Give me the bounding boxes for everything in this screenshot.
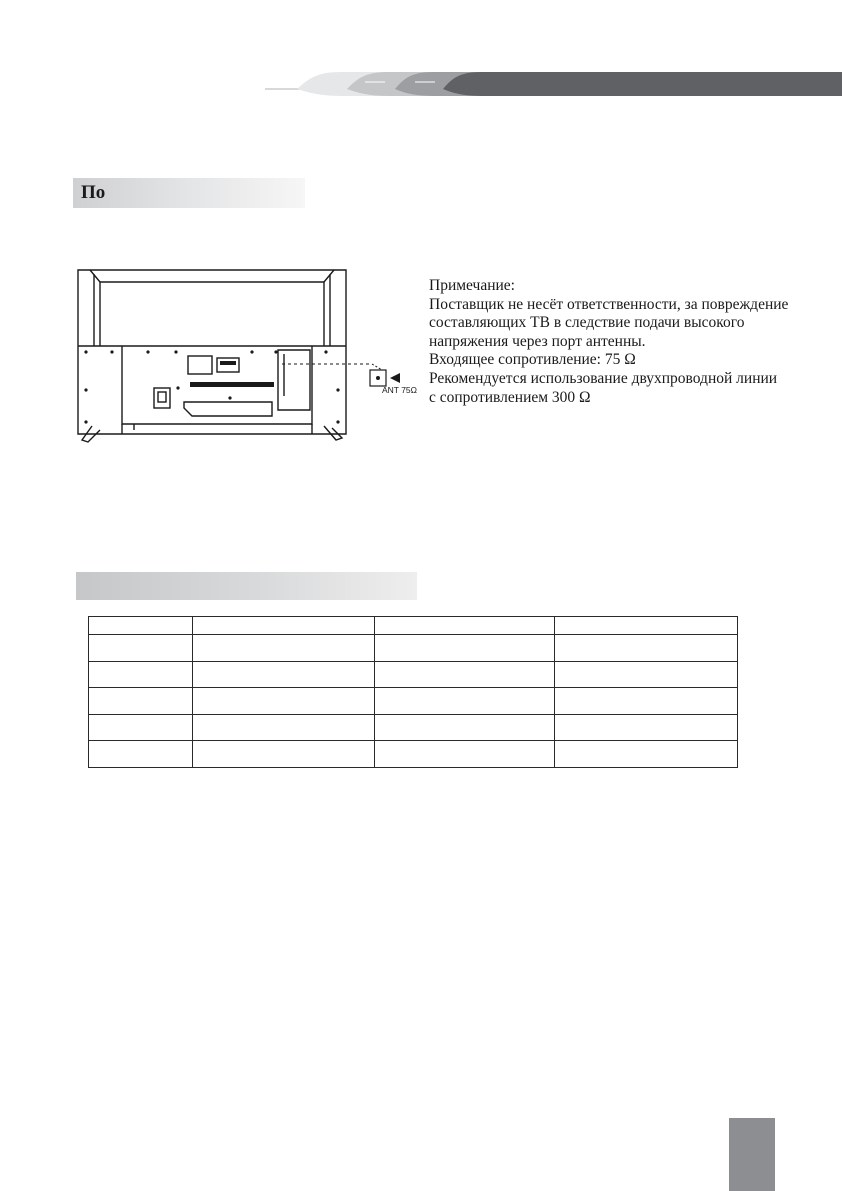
ant-label: ANT 75Ω: [382, 385, 418, 395]
note-line: с сопротивлением 300 Ω: [429, 388, 591, 406]
ant-arrow-icon: [390, 373, 400, 383]
note-line: Примечание:: [429, 277, 515, 294]
table-cell: [555, 661, 738, 688]
table-cell: [555, 617, 738, 635]
table-row: [89, 741, 738, 768]
page-number-tab: [729, 1118, 775, 1191]
table-row: [89, 617, 738, 635]
note-line: составляющих ТВ в следствие подачи высокого: [429, 314, 745, 332]
table-cell: [89, 617, 193, 635]
header-band-segment-5: [443, 72, 842, 96]
table-cell: [89, 661, 193, 688]
table-cell: [374, 617, 555, 635]
header-band: [265, 68, 842, 98]
section-1-heading: [73, 178, 305, 208]
tv-stand-plate: [184, 402, 272, 416]
table-cell: [374, 741, 555, 768]
table-row: [89, 661, 738, 688]
note-line: Входящее сопротивление: 75 Ω: [429, 351, 636, 369]
table-cell: [89, 688, 193, 715]
note-line: Рекомендуется использование двухпроводной линии: [429, 369, 778, 387]
tv-rear-illustration: [72, 262, 432, 452]
table-cell: [192, 617, 374, 635]
tv-right-foot: [324, 426, 342, 440]
table-cell: [555, 635, 738, 662]
section-1-title: По: [81, 182, 106, 203]
table-cell: [192, 635, 374, 662]
table-cell: [374, 688, 555, 715]
table-row: [89, 635, 738, 662]
table-cell: [89, 741, 193, 768]
table-row: [89, 714, 738, 741]
table-cell: [192, 661, 374, 688]
table-cell: [89, 635, 193, 662]
section-2-heading: [76, 572, 417, 600]
table-cell: [374, 635, 555, 662]
tv-vent-1: [190, 382, 258, 387]
table-cell: [192, 688, 374, 715]
table-cell: [555, 688, 738, 715]
tv-power-socket: [154, 388, 170, 408]
table-cell: [192, 714, 374, 741]
table-cell: [374, 714, 555, 741]
spec-table: [88, 616, 738, 768]
table-cell: [192, 741, 374, 768]
table-cell: [374, 661, 555, 688]
note-line: Поставщик не несёт ответственности, за повреждение: [429, 295, 789, 313]
note-line: напряжения через порт антенны.: [429, 332, 646, 350]
note-block: [429, 277, 819, 407]
table-cell: [555, 741, 738, 768]
table-row: [89, 688, 738, 715]
tv-upper-panel: [90, 270, 334, 282]
tv-port-box-1: [188, 356, 212, 374]
table-cell: [89, 714, 193, 741]
tv-vent-2: [256, 382, 274, 387]
tv-side-bracket: [278, 350, 310, 410]
table-cell: [555, 714, 738, 741]
